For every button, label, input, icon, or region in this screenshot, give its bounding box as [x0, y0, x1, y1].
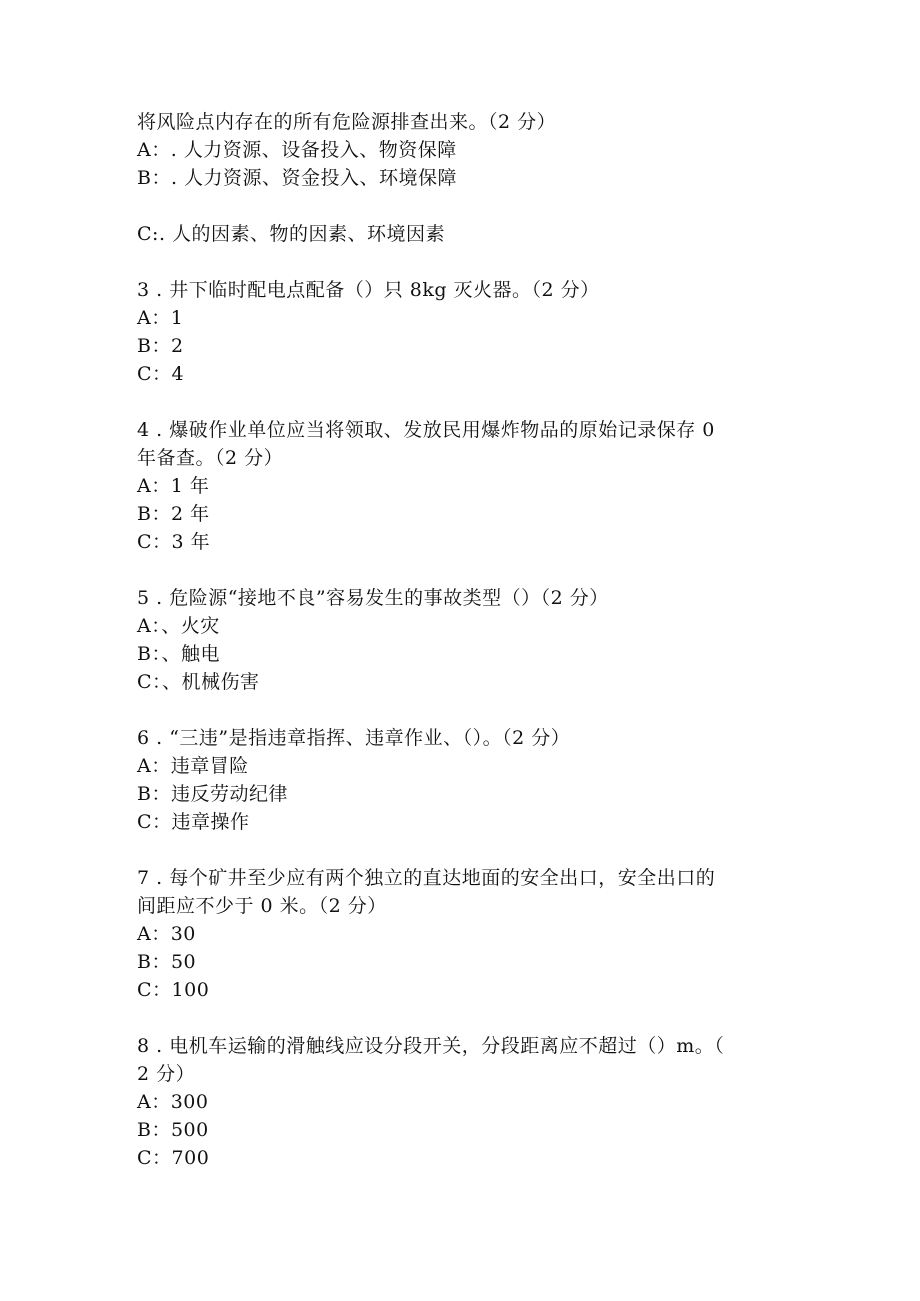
option-c: C：违章操作 [137, 811, 250, 833]
question-8 [137, 1032, 787, 1172]
option-c: C：700 [137, 1147, 210, 1169]
question-stem: 6 . “三违”是指违章指挥、违章作业、（）。（2 分） [137, 727, 571, 749]
question-7 [137, 864, 787, 1004]
question-6 [137, 724, 787, 836]
option-b: B：500 [137, 1119, 209, 1141]
option-a: A：违章冒险 [137, 755, 249, 777]
option-a: A：. 人力资源、设备投入、物资保障 [137, 139, 457, 161]
question-stem-cont: 间距应不少于 0 米。（2 分） [137, 895, 387, 917]
question-stem: 将风险点内存在的所有危险源排查出来。（2 分） [137, 111, 557, 133]
question-list [137, 108, 787, 1172]
option-a: A：30 [137, 923, 196, 945]
question-stem: 4 . 爆破作业单位应当将领取、发放民用爆炸物品的原始记录保存 0 [137, 419, 715, 441]
option-b: B：2 [137, 335, 184, 357]
question-stem-cont: 2 分） [137, 1063, 196, 1085]
question-4 [137, 416, 787, 556]
question-stem-cont: 年备查。（2 分） [137, 447, 284, 469]
option-a: A：1 [137, 307, 184, 329]
option-b: B：. 人力资源、资金投入、环境保障 [137, 167, 458, 189]
option-c: C：3 年 [137, 531, 211, 553]
option-a: A：300 [137, 1091, 209, 1113]
question-stem: 8 . 电机车运输的滑触线应设分段开关，分段距离应不超过（）m。（ [137, 1035, 725, 1057]
option-a: A：1 年 [137, 475, 210, 497]
question-stem: 5 . 危险源“接地不良”容易发生的事故类型（）（2 分） [137, 587, 609, 609]
question-stem: 3 . 井下临时配电点配备（）只 8kg 灭火器。（2 分） [137, 279, 600, 301]
option-c: C：4 [137, 363, 185, 385]
question-stem: 7 . 每个矿井至少应有两个独立的直达地面的安全出口，安全出口的 [137, 867, 716, 889]
option-b: B：、触电 [137, 643, 220, 665]
option-b: B：2 年 [137, 503, 210, 525]
option-b: B：50 [137, 951, 197, 973]
option-c: C：100 [137, 979, 210, 1001]
option-a: A：、火灾 [137, 615, 220, 637]
question-3 [137, 276, 787, 388]
question-5 [137, 584, 787, 696]
option-c: C:. 人的因素、物的因素、环境因素 [137, 223, 446, 245]
question-2-tail [137, 108, 787, 248]
option-b: B：违反劳动纪律 [137, 783, 288, 805]
option-c: C：、机械伤害 [137, 671, 260, 693]
